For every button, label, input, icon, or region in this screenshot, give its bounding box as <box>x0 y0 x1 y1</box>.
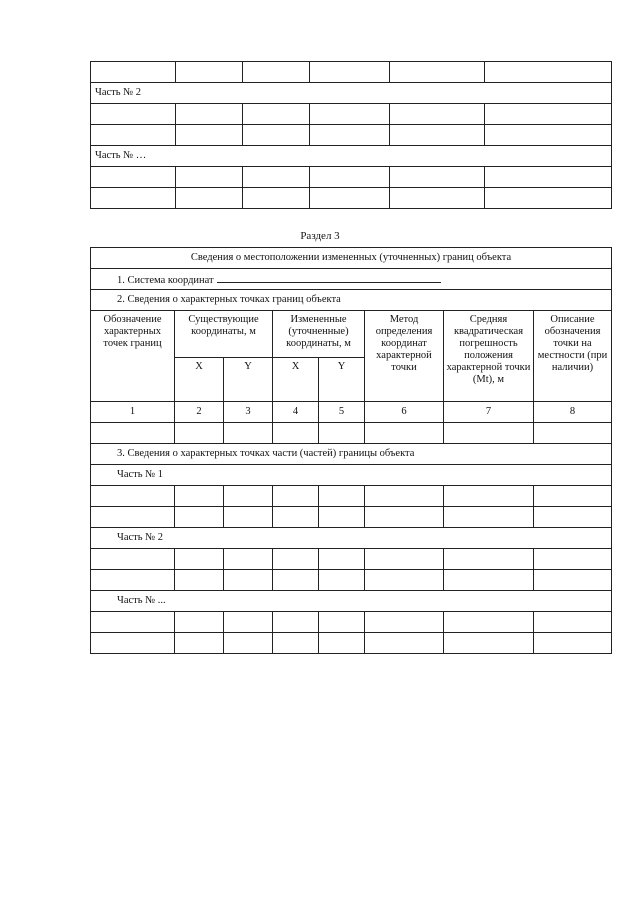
table-row <box>91 125 612 146</box>
header-row <box>91 311 612 358</box>
table-row <box>91 612 612 633</box>
coord-system-blank <box>217 272 441 283</box>
points-heading-row <box>91 290 612 311</box>
table-row <box>91 633 612 654</box>
points-heading: 2. Сведения о характерных точках границ объекта <box>91 290 612 311</box>
table-row <box>91 549 612 570</box>
header-existing: Существующие координаты, м <box>175 311 273 358</box>
part-label-row <box>91 528 612 549</box>
col-num-4: 4 <box>273 402 319 423</box>
col-num-7: 7 <box>444 402 534 423</box>
table-row <box>91 570 612 591</box>
coord-system-cell <box>91 269 612 290</box>
section-3-table <box>90 247 612 654</box>
coord-system-label: 1. Система координат <box>117 274 214 286</box>
table-row <box>91 423 612 444</box>
header-changed: Измененные (уточненные) координаты, м <box>273 311 365 358</box>
parts-heading-row <box>91 444 612 465</box>
coord-system-row <box>91 269 612 290</box>
part-n-label: Часть № … <box>91 146 612 167</box>
part-label-row <box>91 83 612 104</box>
header-designation: Обозначение характерных точек границ <box>91 311 175 402</box>
header-x-existing: X <box>175 358 224 402</box>
header-description: Описание обозначения точки на местности (при наличии) <box>534 311 612 402</box>
part-1-label: Часть № 1 <box>91 465 612 486</box>
part-n-label: Часть № ... <box>91 591 612 612</box>
header-x-changed: X <box>273 358 319 402</box>
part-label-row <box>91 146 612 167</box>
top-table <box>90 61 612 209</box>
col-num-2: 2 <box>175 402 224 423</box>
table-title: Сведения о местоположении измененных (уточненных) границ объекта <box>91 248 612 269</box>
header-mse: Средняя квадратическая погрешность положения характерной точки (Mt), м <box>444 311 534 402</box>
header-y-existing: Y <box>224 358 273 402</box>
table-row <box>91 104 612 125</box>
parts-heading: 3. Сведения о характерных точках части (частей) границы объекта <box>91 444 612 465</box>
table-row <box>91 62 612 83</box>
header-y-changed: Y <box>319 358 365 402</box>
part-label-row <box>91 591 612 612</box>
table-row <box>91 167 612 188</box>
col-num-1: 1 <box>91 402 175 423</box>
col-num-5: 5 <box>319 402 365 423</box>
column-numbers-row <box>91 402 612 423</box>
col-num-6: 6 <box>365 402 444 423</box>
table-row <box>91 486 612 507</box>
col-num-3: 3 <box>224 402 273 423</box>
part-2-label: Часть № 2 <box>91 83 612 104</box>
table-row <box>91 507 612 528</box>
header-method: Метод определения координат характерной точки <box>365 311 444 402</box>
table-title-row <box>91 248 612 269</box>
table-row <box>91 188 612 209</box>
section-title: Раздел 3 <box>300 230 340 242</box>
part-label-row <box>91 465 612 486</box>
part-2-label: Часть № 2 <box>91 528 612 549</box>
col-num-8: 8 <box>534 402 612 423</box>
